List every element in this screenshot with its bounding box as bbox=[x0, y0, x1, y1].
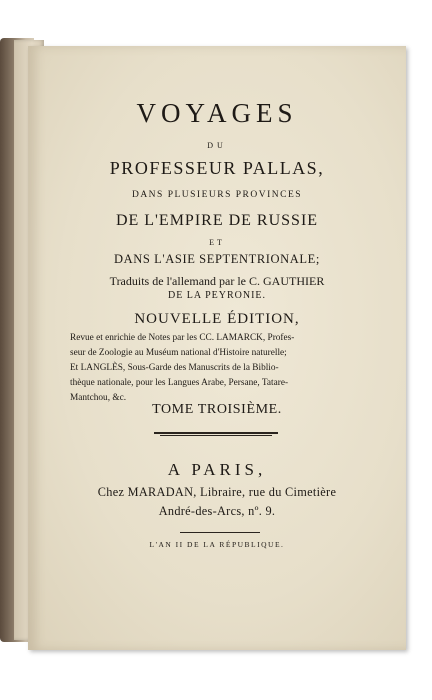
notes-line: Et LANGLÈS, Sous-Garde des Manuscrits de la Biblio- bbox=[70, 363, 279, 373]
asie-line: DANS L'ASIE SEPTENTRIONALE; bbox=[114, 252, 320, 266]
author-line: PROFESSEUR PALLAS, bbox=[109, 158, 325, 178]
double-rule-thin bbox=[160, 435, 272, 436]
city-line: A PARIS, bbox=[167, 460, 267, 479]
translator-line-1: Traduits de l'allemand par le C. GAUTHIER bbox=[109, 274, 325, 288]
publisher-line-1: Chez MARADAN, Libraire, rue du Cimetière bbox=[97, 485, 337, 499]
title-page bbox=[28, 46, 406, 650]
notes-line: seur de Zoologie au Muséum national d'Histoire naturelle; bbox=[70, 348, 287, 358]
edition-line: NOUVELLE ÉDITION, bbox=[134, 311, 300, 327]
date-line: L'AN II DE LA RÉPUBLIQUE. bbox=[149, 540, 285, 549]
provinces-line: DANS PLUSIEURS PROVINCES bbox=[131, 190, 303, 200]
notes-line: Mantchou, &c. bbox=[70, 393, 127, 403]
tome-line: TOME TROISIÈME. bbox=[152, 402, 282, 417]
translator-line-2: DE LA PEYRONIE. bbox=[167, 290, 267, 301]
et-line: ET bbox=[209, 238, 225, 247]
publisher-line-2: André-des-Arcs, nº. 9. bbox=[158, 504, 276, 518]
book-title: VOYAGES bbox=[136, 98, 298, 128]
notes-line: Revue et enrichie de Notes par les CC. LAMARCK, Profes- bbox=[70, 333, 295, 343]
title-du: DU bbox=[207, 141, 227, 150]
double-rule bbox=[154, 432, 278, 434]
notes-paragraph bbox=[70, 331, 370, 406]
empire-line: DE L'EMPIRE DE RUSSIE bbox=[115, 212, 319, 229]
notes-line: thèque nationale, pour les Langues Arabe, Persane, Tatare- bbox=[70, 378, 289, 388]
separator-rule bbox=[180, 532, 260, 533]
